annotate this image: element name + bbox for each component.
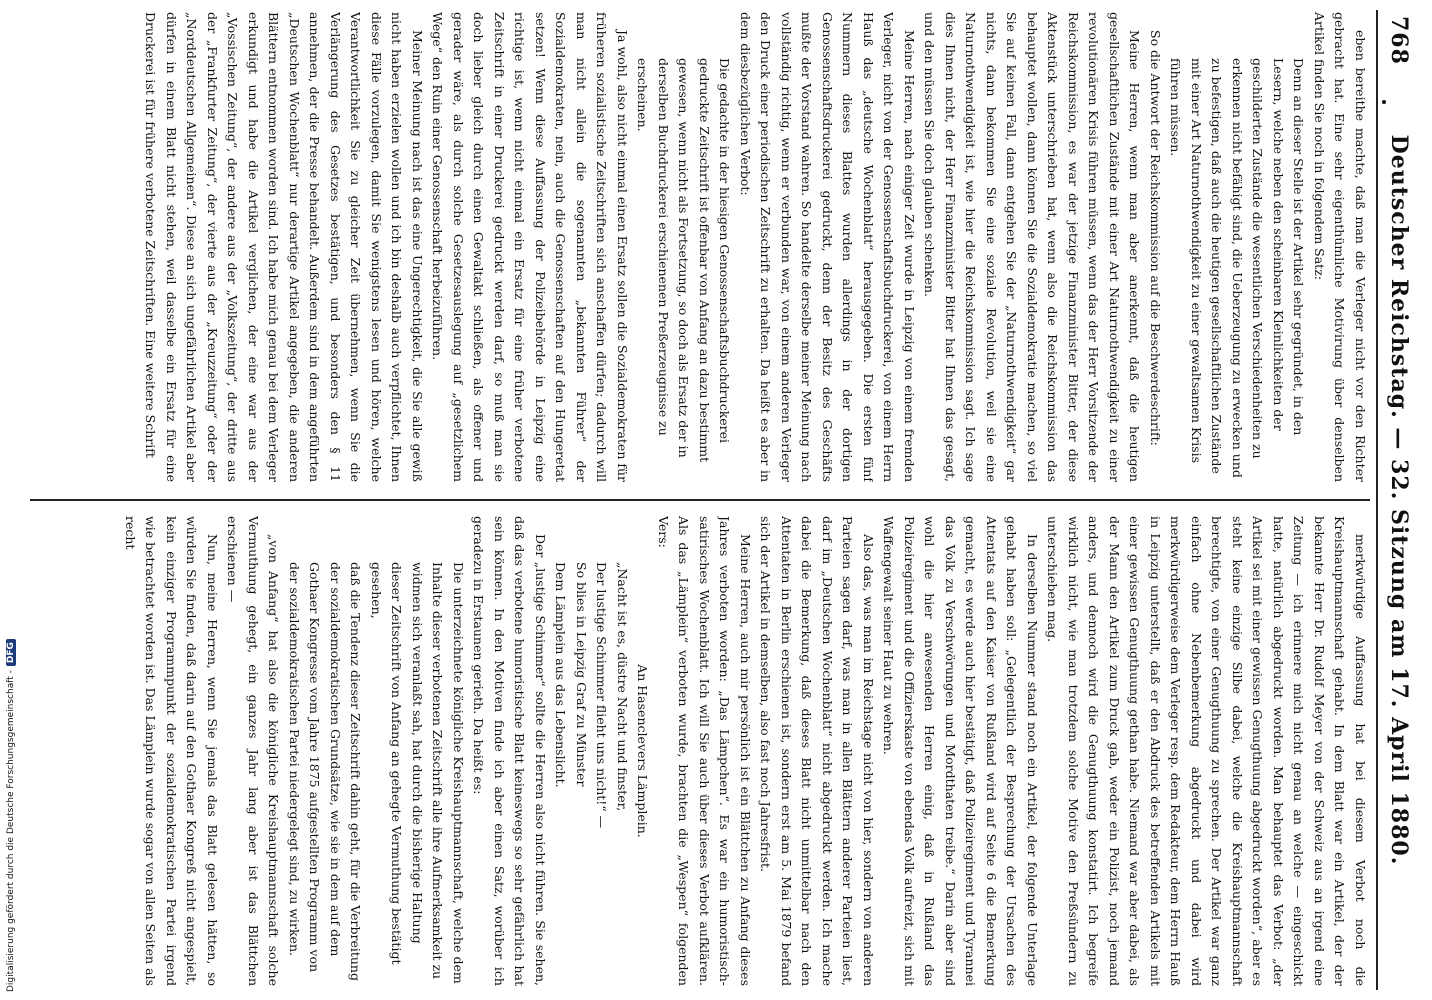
paragraph: Der „lustige Schimmer“ sollte die Herren also nicht führen. Sie sehen, daß das verbotene humoristische Blatt keineswegs so sehr gefährlich hat sein können. In den Motiven finde ich aber einen Satz, worüber ich geradezu in Erstaunen gerieth. Da heißt es:: [471, 516, 548, 986]
digitization-footer: [6, 0, 16, 992]
header-rule: [1376, 10, 1378, 990]
right-column: [30, 516, 1370, 986]
poem-line: „Nacht ist es, düstre Nacht und finster,: [615, 562, 630, 812]
paragraph: Also das, was man im Reichstage nicht von hier, sondern von anderen Parteien sagen darf, was man in allen Blättern anderer Parteien liest, darf im „Deutschen Wochenblatt“ nicht abgedruckt werden. Ich mache dabei die Bemerkung, daß dieses Blatt nicht unmittelbar nach den Attentaten in Berlin erschienen ist, sondern erst am 5. Mai 1879 befand sich der Artikel in demselben, also fast noch Jahresfrist.: [758, 516, 876, 986]
poem-line: Der lustige Schimmer flieht uns nicht!“ —: [594, 562, 610, 829]
dfg-logo: DFG: [6, 639, 16, 666]
poem-line: Dem Lämplein aus das Lebenslicht.: [553, 562, 569, 788]
poem-line: So blies in Leipzig Graf zu Münster: [574, 562, 589, 787]
paragraph: Meiner Meinung nach ist das eine Ungerechtigkeit, die Sie alle gewiß nicht haben erzielen wollen und ich bin deshalb auch verpflichtet, Ihnen diese Fälle vorzulegen, damit Sie wenigstens lesen und hören, welche Verantwortlichkeit Sie zu gleicher Zeit übernehmen, wenn Sie die Verlängerung des Gesetzes bestätigen, und besonders den § 11 annehmen, der die Presse behandelt. Außerdem sind in dem angeführten „Deutschen Wochenblatt“ nur derartige Artikel angegeben, die anderen Blättern entnommen worden sind. Ich habe mich genau bei dem Verleger erkundigt und habe die Artikel verglichen, der eine war aus der „Vossischen Zeitung“, der andere aus der „Volkszeitung“, der dritte aus der „Frankfurter Zeitung“, der vierte aus der „Kreuzzeitung“ oder der „Norddeutschen Allgemeinen“. Diese an sich ungefährlichen Artikel aber dürfen in einem Blatt nicht stehen, weil dasselbe ein Ersatz für eine Druckerei ist für frühere verbotene Zeitschriften. Eine weitere Schrift: [143, 12, 425, 482]
quoted-passage: Die unterzeichnete königliche Kreishauptmannschaft, welche dem Inhalte dieser verbotenen Zeitschrift alle ihre Aufmerksamkeit zu widmen sich veranlaßt sah, hat durch die bisherige Haltung dieser Zeitschrift von Anfang an gehegte Vermuthung bestätigt gesehen,: [369, 562, 466, 984]
page-header: [1380, 0, 1420, 1000]
paragraph: So die Antwort der Reichskommission auf die Beschwerdeschrift:: [1148, 30, 1163, 446]
digitization-note: Digitalisierung gefördert durch die Deutsche Forschungsgemeinschaft -: [6, 670, 16, 992]
paragraph: Nun, meine Herren, wenn Sie jemals das Blatt gelesen hätten, so würden Sie finden, daß darin auf den Gothaer Kongreß nicht angespielt, kein einziger Programmpunkt der sozialdemokratischen Partei irgend wie betrachtet worden ist. Das Lämplein wurde sogar von allen Seiten als recht: [123, 516, 220, 986]
page-number: 768: [1386, 16, 1412, 65]
margin-mark: [1382, 100, 1386, 104]
poem-title: An Hasenclevers Lämplein.: [635, 664, 651, 838]
paragraph: Meine Herren, nach einiger Zeit wurde in Leipzig von einem fremden Verleger, nicht von der Genossenschaftsbuchdruckerei, von einem Herrn Hauß das „deutsche Wochenblatt“ herausgegeben. Die ersten fünf Nummern dieses Blattes wurden allerdings in der dortigen Genossenschaftsdruckerei gedruckt, denn der Besitz des Geschäfts mußte der Vorstand wahren. So handelte derselbe meiner Meinung nach vollständig richtig, wenn er verbunden war, von einem anderen Verleger den Druck einer periodischen Zeitschrift zu erhalten. Da heißt es aber in dem diesbezüglichen Verbot:: [738, 12, 917, 482]
paragraph: eben bereithe machte, daß man die Verleger nicht vor den Richter gebracht hat. Eine sehr eigenthümliche Motivirung über denselben Artikel finden Sie noch in folgendem Satz:: [1312, 12, 1368, 482]
paragraph: „von Anfang“ hat also die königliche Kreishauptmannschaft solche Vermuthung gehegt, ein ganzes Jahr lang aber ist das Blättchen erschienen —: [225, 516, 282, 986]
running-title: Deutscher Reichstag. — 32. Sitzung am 17. April 1880.: [1386, 134, 1412, 866]
left-column: [30, 12, 1370, 482]
paragraph: In derselben Nummer stand noch ein Artikel, der folgende Unterlage gehabt haben soll: „Gelegentlich der Besprechung der Ursachen des Attentats auf den Kaiser von Rußland wird auf Seite 6 die Bemerkung gemacht, es werde auch hier bestätigt, daß Polizeiregiment und Tyrannei das Volk zu Verschwörungen und Mordthaten treibe.“ Darin aber sind wohl die hier anwesenden Herren einig, daß in Rußland das Polizeiregiment und die Offizierskaste von ebendas Volk aufreizt, sich mit Waffengewalt seiner Haut zu wehren.: [881, 516, 1040, 986]
quoted-passage: Denn an dieser Stelle ist der Artikel sehr gegründet, in den Lesern, welche neben den scheinbaren Kleinlichkeiten der geschilderten Zustände die wesentlichen Verschiedenheiten zu erkennen nicht befähigt sind, die Ueberzeugung zu erwecken und zu befestigen, daß auch die heutigen gesellschaftlichen Zustände mit einer Art Naturnothwendigkeit zu einer gewaltsamen Krisis führen müssen.: [1168, 58, 1307, 478]
paragraph: Meine Herren, wenn man aber anerkennt, daß die heutigen gesellschaftlichen Zustände mit einer Art Naturnothwendigkeit zu einer revolutionären Krisis führen müssen, wenn das der Herr Vorsitzende der Reichskommission, es war der jetzige Finanzminister Bitter, der diese Aktenstück unterschrieben hat, wenn also die Reichskommission das behauptet wollen, dann können Sie die Sozialdemokratie machen, so viel Sie auf keinen Fall, dann entgehen Sie der „Naturnothwendigkeit“ gar nichts, dann bekommen Sie eine soziale Revolution, weil sie eine Naturnothwendigkeit ist, wie hier die Reichskommission sagt. Ich sage dies Ihnen nicht, der Herr Finanzminister Bitter hat Ihnen das gesagt, und den müssen Sie doch glauben schenken.: [922, 12, 1143, 482]
paragraph: Meine Herren, auch mir persönlich ist ein Blättchen zu Anfang dieses Jahres verboten worden: „Das Lämpchen“. Es war ein humoristisch-satirisches Wochenblatt. Ich will Sie auch über dieses Verbot aufklären. Als das „Lämplein“ verboten wurde, brachten die „Wespen“ folgenden Vers:: [656, 516, 753, 986]
column-divider: [30, 499, 1370, 501]
quoted-passage: daß die Tendenz dieser Zeitschrift dahin geht, für die Verbreitung der sozialdemokratischen Grundsätze, wie sie in dem auf dem Gothaer Kongresse vom Jahre 1875 aufgestellten Programm von der sozialdemokratischen Partei niedergelegt sind, zu wirken.: [287, 562, 364, 981]
text-columns: [30, 12, 1370, 988]
quoted-passage: Die gedachte in der hiesigen Genossenschaftsbuchdruckerei gedruckte Zeitschrift ist offenbar von Anfang an dazu bestimmt gewesen, wenn nicht als Fortsetzung, so doch als Ersatz der in derselben Buchdruckerei erschienenen Preßerzeugnisse zu erscheinen.: [635, 58, 733, 463]
paragraph: merkwürdige Auffassung hat bei diesem Verbot noch die Kreishauptmannschaft gehabt. In dem Blatt war ein Artikel, der der bekannte Herr Dr. Rudolf Meyer von der Schweiz aus an irgend eine Zeitung — ich erinnere mich nicht genau an welche — eingeschickt hatte, natürlich abgedruckt worden. Man behauptet das Verbot: „der Artikel sei mit einer gewissen Genugthuung abgedruckt worden“, aber es steht keine einzige Silbe dabei, welche die Kreishauptmannschaft berechtigte, von einer Genugthuung zu sprechen. Der Artikel war ganz einfach ohne Nebenbemerkung abgedruckt und dabei wird merkwürdigerweise dem Verleger resp. dem Redakteur, dem Herrn Hauß in Leipzig unterstellt, daß er den Abdruck des betreffenden Artikels mit einer gewissen Genugthuung gethan habe. Niemand war aber dabei, als der Mann den Artikel zum Druck gab, weder ein Polizist, noch jemand anders, und dennoch wird die Genugthuung konstatirt. Ich begreife wirklich nicht, wie man trotzdem solche Motive den Preßsündern zu unterschieben mag.: [1045, 516, 1368, 986]
paragraph: Ja wohl, also nicht einmal einen Ersatz sollen die Sozialdemokraten für früheren sozialistische Zeitschriften sich anschaffen dürfen; dadurch will man nicht allein die sogenannten „bekannten Führer“ der Sozialdemokraten, nein, auch die Genossenschaften auf den Hungeretat setzen! Wenn diese Auffassung der Polizeibehörde in Leipzig eine richtige ist, wenn nicht einmal ein Ersatz für eine früher verbotene Zeitschrift in einer Druckerei gedruckt werden darf, so muß man sie doch lieber gleich durch einen Gewaltakt schließen, als offener und gerader wäre, als durch solche Gesetzesauslegung auf „gesetzlichem Wege“ den Ruin einer Genossenschaft herbeizuführen.: [430, 12, 630, 482]
